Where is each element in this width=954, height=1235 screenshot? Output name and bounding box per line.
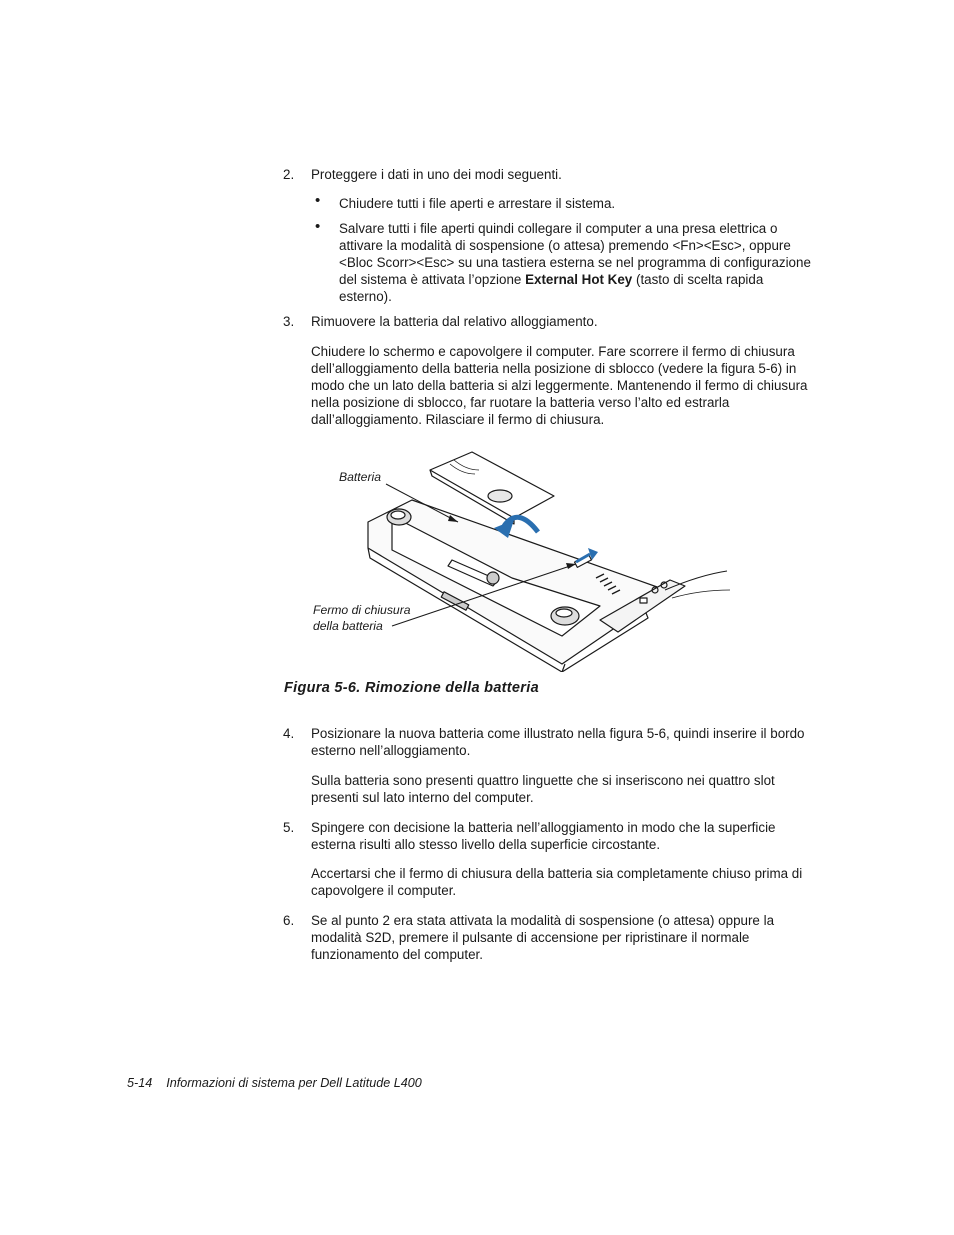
step-number: 2. — [283, 167, 295, 182]
footer — [127, 1076, 422, 1090]
page-number: 5-14 — [127, 1076, 153, 1090]
bullet-marker: • — [315, 192, 321, 209]
step-number: 6. — [283, 913, 295, 928]
figure-label-latch: Fermo di chiusura della batteria — [313, 603, 411, 633]
step-text: Rimuovere la batteria dal relativo alloggiamento. — [311, 314, 598, 329]
bullet-text: Chiudere tutti i file aperti e arrestare il sistema. — [339, 196, 616, 211]
step-number: 3. — [283, 314, 295, 329]
step-detail-paragraph: Accertarsi che il fermo di chiusura della batteria sia completamente chiuso prima di capovolgere il computer. — [311, 866, 803, 898]
bullet-marker: • — [315, 218, 321, 235]
step-number: 5. — [283, 820, 295, 835]
step-text: Se al punto 2 era stata attivata la modalità di sospensione (o attesa) oppure la modalità S2D, premere il pulsante di accensione per ripristinare il normale funzionamento del computer. — [311, 913, 775, 962]
step-text: Posizionare la nuova batteria come illustrato nella figura 5-6, quindi inserire il bordo esterno nell’alloggiamento. — [311, 726, 805, 758]
step-detail-paragraph: Sulla batteria sono presenti quattro linguette che si inseriscono nei quattro slot presenti sul lato interno del computer. — [311, 773, 775, 805]
footer-title: Informazioni di sistema per Dell Latitude L400 — [166, 1076, 422, 1090]
bullet-text: Salvare tutti i file aperti quindi collegare il computer a una presa elettrica o attivare la modalità di sospensione (o attesa) premendo <Fn><Esc>, oppure <Bloc Scorr><Esc> su una tastiera esterna se nel programma di configurazione del sistema è attivata l’opzione External Hot Key (tasto di scelta rapida esterno). — [339, 221, 811, 304]
figure-caption: Figura 5-6. Rimozione della batteria — [284, 680, 539, 696]
step-text: Proteggere i dati in uno dei modi seguenti. — [311, 167, 562, 182]
step-number: 4. — [283, 726, 295, 741]
step-text: Spingere con decisione la batteria nell’alloggiamento in modo che la superficie esterna risulti allo stesso livello della superficie circostante. — [311, 820, 776, 852]
step-detail-paragraph: Chiudere lo schermo e capovolgere il computer. Fare scorrere il fermo di chiusura dell’alloggiamento della batteria nella posizione di sblocco (vedere la figura 5-6) in modo che un lato della batteria si alzi leggermente. Mantenendo il fermo di chiusura nella posizione di sblocco, far ruotare la batteria verso l’alto ed estrarla dall’alloggiamento. Rilasciare il fermo di chiusura. — [311, 344, 808, 427]
figure-label-battery: Batteria — [339, 470, 382, 484]
